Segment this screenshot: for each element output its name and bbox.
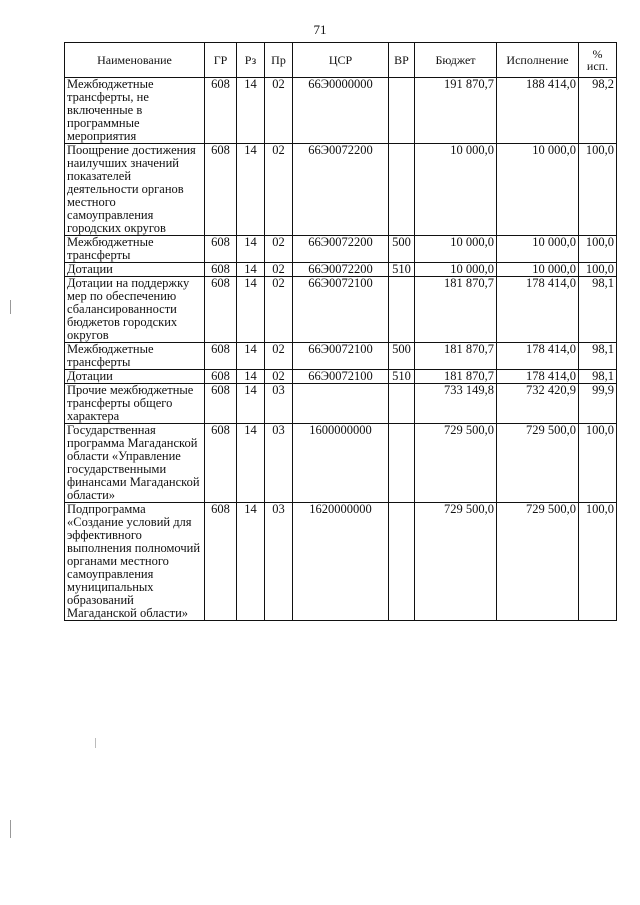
row-pr: 03 — [265, 424, 293, 503]
row-csr: 66Э0072200 — [293, 236, 389, 263]
row-vr: 500 — [389, 236, 415, 263]
row-rz: 14 — [237, 263, 265, 277]
row-gr: 608 — [205, 503, 237, 621]
row-name: Дотации на поддержку мер по обеспечению сбалансированности бюджетов городских округов — [65, 277, 205, 343]
table-row — [65, 424, 617, 503]
row-percent: 100,0 — [579, 424, 617, 503]
row-vr — [389, 78, 415, 144]
row-name: Подпрограмма «Создание условий для эффективного выполнения полномочий органами местного самоуправления муниципальных образований Магаданской области» — [65, 503, 205, 621]
row-budget: 181 870,7 — [415, 277, 497, 343]
row-pr: 02 — [265, 370, 293, 384]
row-rz: 14 — [237, 277, 265, 343]
row-rz: 14 — [237, 144, 265, 236]
row-percent: 98,1 — [579, 343, 617, 370]
row-rz: 14 — [237, 384, 265, 424]
scan-artifact — [95, 738, 96, 748]
row-vr: 510 — [389, 370, 415, 384]
row-percent: 98,1 — [579, 277, 617, 343]
row-execution: 178 414,0 — [497, 277, 579, 343]
row-name: Межбюджетные трансферты — [65, 236, 205, 263]
row-pr: 03 — [265, 384, 293, 424]
table-row — [65, 503, 617, 621]
row-budget: 729 500,0 — [415, 424, 497, 503]
row-percent: 100,0 — [579, 263, 617, 277]
header-pr: Пр — [265, 43, 293, 78]
table-row — [65, 370, 617, 384]
row-gr: 608 — [205, 370, 237, 384]
row-pr: 02 — [265, 78, 293, 144]
row-csr: 66Э0072100 — [293, 277, 389, 343]
row-execution: 178 414,0 — [497, 343, 579, 370]
row-csr — [293, 384, 389, 424]
header-percent — [579, 43, 617, 78]
row-name: Дотации — [65, 263, 205, 277]
scan-artifact — [10, 820, 11, 838]
row-csr: 66Э0072100 — [293, 370, 389, 384]
row-execution: 10 000,0 — [497, 236, 579, 263]
row-gr: 608 — [205, 236, 237, 263]
scan-artifact — [10, 300, 11, 314]
row-percent: 100,0 — [579, 144, 617, 236]
row-vr: 510 — [389, 263, 415, 277]
row-csr: 1620000000 — [293, 503, 389, 621]
row-pr: 02 — [265, 144, 293, 236]
row-execution: 10 000,0 — [497, 263, 579, 277]
row-pr: 02 — [265, 343, 293, 370]
row-percent: 100,0 — [579, 503, 617, 621]
row-name: Поощрение достижения наилучших значений показателей деятельности органов местного самоуправления городских округов — [65, 144, 205, 236]
header-execution: Исполнение — [497, 43, 579, 78]
row-percent: 99,9 — [579, 384, 617, 424]
row-vr: 500 — [389, 343, 415, 370]
row-csr: 66Э0072100 — [293, 343, 389, 370]
row-pr: 02 — [265, 277, 293, 343]
row-rz: 14 — [237, 424, 265, 503]
row-name: Прочие межбюджетные трансферты общего характера — [65, 384, 205, 424]
row-rz: 14 — [237, 503, 265, 621]
header-vr: ВР — [389, 43, 415, 78]
row-execution: 10 000,0 — [497, 144, 579, 236]
row-gr: 608 — [205, 424, 237, 503]
row-gr: 608 — [205, 277, 237, 343]
row-vr — [389, 277, 415, 343]
table-row — [65, 277, 617, 343]
header-percent-label: исп. — [586, 59, 609, 73]
header-percent-symbol: % — [592, 47, 603, 61]
header-gr: ГР — [205, 43, 237, 78]
table-header-row — [65, 43, 617, 78]
row-execution: 729 500,0 — [497, 424, 579, 503]
row-budget: 181 870,7 — [415, 370, 497, 384]
header-rz: Рз — [237, 43, 265, 78]
header-csr: ЦСР — [293, 43, 389, 78]
table-row — [65, 343, 617, 370]
row-budget: 733 149,8 — [415, 384, 497, 424]
row-percent: 98,2 — [579, 78, 617, 144]
row-name: Межбюджетные трансферты, не включенные в программные мероприятия — [65, 78, 205, 144]
row-gr: 608 — [205, 384, 237, 424]
row-pr: 02 — [265, 263, 293, 277]
row-vr — [389, 503, 415, 621]
row-gr: 608 — [205, 343, 237, 370]
table-row — [65, 384, 617, 424]
table-row — [65, 144, 617, 236]
row-name: Государственная программа Магаданской области «Управление государственными финансами Магаданской области» — [65, 424, 205, 503]
budget-execution-table — [64, 42, 617, 621]
table-row — [65, 78, 617, 144]
row-name: Дотации — [65, 370, 205, 384]
row-vr — [389, 144, 415, 236]
row-execution: 729 500,0 — [497, 503, 579, 621]
row-budget: 729 500,0 — [415, 503, 497, 621]
table-row — [65, 236, 617, 263]
row-vr — [389, 384, 415, 424]
row-name: Межбюджетные трансферты — [65, 343, 205, 370]
row-execution: 178 414,0 — [497, 370, 579, 384]
row-gr: 608 — [205, 144, 237, 236]
row-execution: 188 414,0 — [497, 78, 579, 144]
row-pr: 03 — [265, 503, 293, 621]
row-gr: 608 — [205, 78, 237, 144]
row-budget: 191 870,7 — [415, 78, 497, 144]
row-budget: 10 000,0 — [415, 263, 497, 277]
row-rz: 14 — [237, 370, 265, 384]
row-percent: 100,0 — [579, 236, 617, 263]
row-budget: 181 870,7 — [415, 343, 497, 370]
row-csr: 66Э0072200 — [293, 144, 389, 236]
row-rz: 14 — [237, 236, 265, 263]
row-csr: 66Э0072200 — [293, 263, 389, 277]
row-rz: 14 — [237, 78, 265, 144]
row-csr: 1600000000 — [293, 424, 389, 503]
row-budget: 10 000,0 — [415, 236, 497, 263]
row-execution: 732 420,9 — [497, 384, 579, 424]
page-number: 71 — [313, 22, 327, 37]
row-csr: 66Э0000000 — [293, 78, 389, 144]
header-name: Наименование — [65, 43, 205, 78]
row-gr: 608 — [205, 263, 237, 277]
row-budget: 10 000,0 — [415, 144, 497, 236]
row-percent: 98,1 — [579, 370, 617, 384]
table-row — [65, 263, 617, 277]
row-rz: 14 — [237, 343, 265, 370]
header-budget: Бюджет — [415, 43, 497, 78]
row-pr: 02 — [265, 236, 293, 263]
row-vr — [389, 424, 415, 503]
